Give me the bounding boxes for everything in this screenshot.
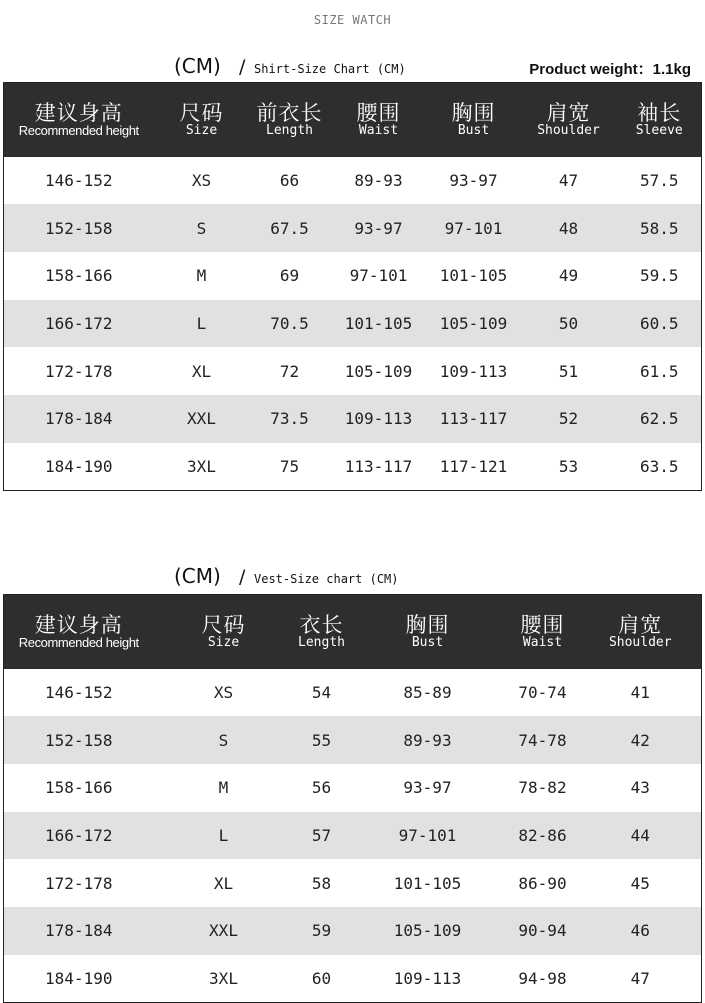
shirt-column-header-en: Sleeve	[635, 122, 683, 138]
shirt-table-cell: 97-101	[428, 204, 520, 252]
shirt-table-cell: 105-109	[330, 347, 428, 395]
shirt-table-row	[4, 157, 702, 205]
shirt-table-cell: 60.5	[618, 300, 702, 348]
vest-table-cell: 184-190	[4, 955, 154, 1003]
vest-table-cell: 178-184	[4, 907, 154, 955]
shirt-table-cell: 117-121	[428, 443, 520, 491]
shirt-chart-title: Shirt-Size Chart (CM)	[254, 62, 406, 76]
vest-column-header	[350, 595, 506, 669]
shirt-table-cell: 70.5	[250, 300, 330, 348]
shirt-title-slash: /	[239, 56, 246, 78]
vest-column-header-en: Recommended height	[18, 634, 139, 650]
vest-table-cell: 44	[580, 812, 702, 860]
shirt-table-cell: 97-101	[330, 252, 428, 300]
vest-table-row	[4, 955, 702, 1003]
shirt-table-cell: 113-117	[428, 395, 520, 443]
shirt-table-cell: 57.5	[618, 157, 702, 205]
vest-header-row	[4, 595, 702, 669]
shirt-table-cell: 58.5	[618, 204, 702, 252]
vest-column-header-zh: 肩宽	[618, 612, 663, 637]
shirt-table-row	[4, 443, 702, 491]
shirt-table-cell: 66	[250, 157, 330, 205]
vest-table-cell: S	[154, 716, 294, 764]
vest-column-header	[154, 595, 294, 669]
shirt-table-cell: 158-166	[4, 252, 154, 300]
shirt-size-table	[3, 82, 702, 491]
shirt-column-header-zh: 建议身高	[34, 100, 123, 125]
vest-column-header-en: Size	[207, 634, 240, 650]
vest-column-header-zh: 胸围	[405, 612, 450, 637]
shirt-table-row	[4, 300, 702, 348]
vest-table-cell: 85-89	[350, 669, 506, 717]
shirt-title-unit: (CM)	[174, 54, 221, 78]
vest-table-row	[4, 907, 702, 955]
vest-table-cell: XXL	[154, 907, 294, 955]
shirt-column-header	[4, 83, 154, 157]
shirt-table-cell: 73.5	[250, 395, 330, 443]
shirt-table-row	[4, 252, 702, 300]
vest-table-cell: 74-78	[506, 716, 580, 764]
shirt-column-header-en: Size	[185, 122, 218, 138]
shirt-table-cell: 152-158	[4, 204, 154, 252]
shirt-column-header-en: Bust	[457, 122, 490, 138]
vest-column-header	[506, 595, 580, 669]
shirt-table-cell: 109-113	[428, 347, 520, 395]
shirt-column-header	[154, 83, 250, 157]
shirt-column-header-en: Shoulder	[537, 122, 600, 138]
vest-table-cell: 43	[580, 764, 702, 812]
vest-table-cell: 146-152	[4, 669, 154, 717]
shirt-column-header-zh: 胸围	[451, 100, 496, 125]
vest-size-table	[3, 594, 702, 1003]
vest-table-cell: 42	[580, 716, 702, 764]
vest-column-header-zh: 腰围	[520, 612, 565, 637]
vest-column-header-en: Bust	[411, 634, 444, 650]
shirt-table-cell: XS	[154, 157, 250, 205]
vest-table-cell: M	[154, 764, 294, 812]
shirt-column-header-zh: 前衣长	[256, 100, 323, 125]
vest-table-cell: 158-166	[4, 764, 154, 812]
shirt-table-cell: 62.5	[618, 395, 702, 443]
vest-table-cell: 59	[294, 907, 350, 955]
shirt-column-header-en: Waist	[358, 122, 399, 138]
vest-column-header-en: Shoulder	[608, 634, 672, 650]
vest-table-row	[4, 669, 702, 717]
vest-table-cell: 58	[294, 859, 350, 907]
vest-table-row	[4, 859, 702, 907]
shirt-column-header	[330, 83, 428, 157]
shirt-column-header	[250, 83, 330, 157]
vest-table-cell: L	[154, 812, 294, 860]
vest-column-header	[294, 595, 350, 669]
vest-title-unit: (CM)	[174, 564, 221, 588]
shirt-table-cell: 52	[520, 395, 618, 443]
shirt-table-cell: 63.5	[618, 443, 702, 491]
vest-column-header-zh: 尺码	[201, 612, 246, 637]
shirt-column-header	[428, 83, 520, 157]
vest-table-cell: 105-109	[350, 907, 506, 955]
shirt-table-cell: 93-97	[428, 157, 520, 205]
vest-table-cell: 54	[294, 669, 350, 717]
shirt-table-cell: 50	[520, 300, 618, 348]
vest-table-cell: 57	[294, 812, 350, 860]
shirt-table-cell: XXL	[154, 395, 250, 443]
vest-table-cell: 60	[294, 955, 350, 1003]
shirt-table-cell: 49	[520, 252, 618, 300]
shirt-table-cell: 75	[250, 443, 330, 491]
shirt-table-cell: 101-105	[330, 300, 428, 348]
shirt-table-row	[4, 395, 702, 443]
shirt-table-cell: 172-178	[4, 347, 154, 395]
vest-table-cell: 55	[294, 716, 350, 764]
vest-column-header-zh: 衣长	[299, 612, 344, 637]
shirt-table-cell: 113-117	[330, 443, 428, 491]
shirt-table-cell: 89-93	[330, 157, 428, 205]
shirt-table-cell: 93-97	[330, 204, 428, 252]
shirt-table-cell: S	[154, 204, 250, 252]
shirt-column-header-zh: 袖长	[637, 100, 682, 125]
vest-table-row	[4, 812, 702, 860]
vest-table-cell: 172-178	[4, 859, 154, 907]
vest-table-cell: 166-172	[4, 812, 154, 860]
shirt-table-cell: 3XL	[154, 443, 250, 491]
shirt-table-cell: 48	[520, 204, 618, 252]
vest-table-cell: 56	[294, 764, 350, 812]
vest-table-cell: 82-86	[506, 812, 580, 860]
vest-table-cell: 101-105	[350, 859, 506, 907]
vest-table-cell: 78-82	[506, 764, 580, 812]
shirt-column-header	[618, 83, 702, 157]
vest-table-cell: 109-113	[350, 955, 506, 1003]
vest-table-cell: 86-90	[506, 859, 580, 907]
shirt-title-row	[0, 54, 705, 80]
size-watch-label: SIZE WATCH	[313, 13, 392, 27]
shirt-table-cell: 47	[520, 157, 618, 205]
vest-table-body	[4, 669, 702, 1003]
vest-table-cell: 41	[580, 669, 702, 717]
vest-column-header-zh: 建议身高	[34, 612, 123, 637]
shirt-column-header	[520, 83, 618, 157]
vest-title-row	[0, 564, 705, 590]
shirt-table-cell: 166-172	[4, 300, 154, 348]
vest-column-header-en: Waist	[522, 634, 563, 650]
vest-column-header	[580, 595, 702, 669]
shirt-table-cell: 184-190	[4, 443, 154, 491]
shirt-column-header-zh: 肩宽	[546, 100, 591, 125]
shirt-table-cell: 67.5	[250, 204, 330, 252]
vest-table-cell: 97-101	[350, 812, 506, 860]
vest-title-slash: /	[239, 566, 246, 588]
shirt-table-row	[4, 204, 702, 252]
shirt-column-header-en: Recommended height	[18, 122, 139, 138]
shirt-table-cell: 51	[520, 347, 618, 395]
product-weight: Product weight：1.1kg	[529, 61, 691, 78]
vest-table-cell: 46	[580, 907, 702, 955]
shirt-table-cell: 146-152	[4, 157, 154, 205]
shirt-table-cell: 59.5	[618, 252, 702, 300]
vest-table-cell: XL	[154, 859, 294, 907]
vest-table-cell: XS	[154, 669, 294, 717]
shirt-table-cell: L	[154, 300, 250, 348]
shirt-column-header-zh: 尺码	[179, 100, 224, 125]
vest-table-cell: 70-74	[506, 669, 580, 717]
shirt-table-body	[4, 157, 702, 491]
vest-column-header-en: Length	[298, 634, 345, 650]
vest-table-cell: 47	[580, 955, 702, 1003]
vest-table-row	[4, 764, 702, 812]
vest-table-cell: 3XL	[154, 955, 294, 1003]
vest-table-cell: 152-158	[4, 716, 154, 764]
shirt-column-header-zh: 腰围	[356, 100, 401, 125]
shirt-table-cell: 69	[250, 252, 330, 300]
shirt-table-cell: 105-109	[428, 300, 520, 348]
shirt-table-cell: 178-184	[4, 395, 154, 443]
vest-table-cell: 45	[580, 859, 702, 907]
shirt-header-row	[4, 83, 702, 157]
shirt-table-row	[4, 347, 702, 395]
vest-table-cell: 89-93	[350, 716, 506, 764]
shirt-table-cell: 109-113	[330, 395, 428, 443]
shirt-table-cell: 101-105	[428, 252, 520, 300]
shirt-table-cell: 53	[520, 443, 618, 491]
vest-table-cell: 94-98	[506, 955, 580, 1003]
shirt-table-cell: 61.5	[618, 347, 702, 395]
shirt-table-cell: M	[154, 252, 250, 300]
shirt-column-header-en: Length	[266, 122, 313, 138]
vest-chart-title: Vest-Size chart (CM)	[254, 572, 399, 586]
shirt-table-cell: 72	[250, 347, 330, 395]
vest-column-header	[4, 595, 154, 669]
vest-table-row	[4, 716, 702, 764]
vest-table-cell: 90-94	[506, 907, 580, 955]
vest-table-cell: 93-97	[350, 764, 506, 812]
shirt-table-cell: XL	[154, 347, 250, 395]
